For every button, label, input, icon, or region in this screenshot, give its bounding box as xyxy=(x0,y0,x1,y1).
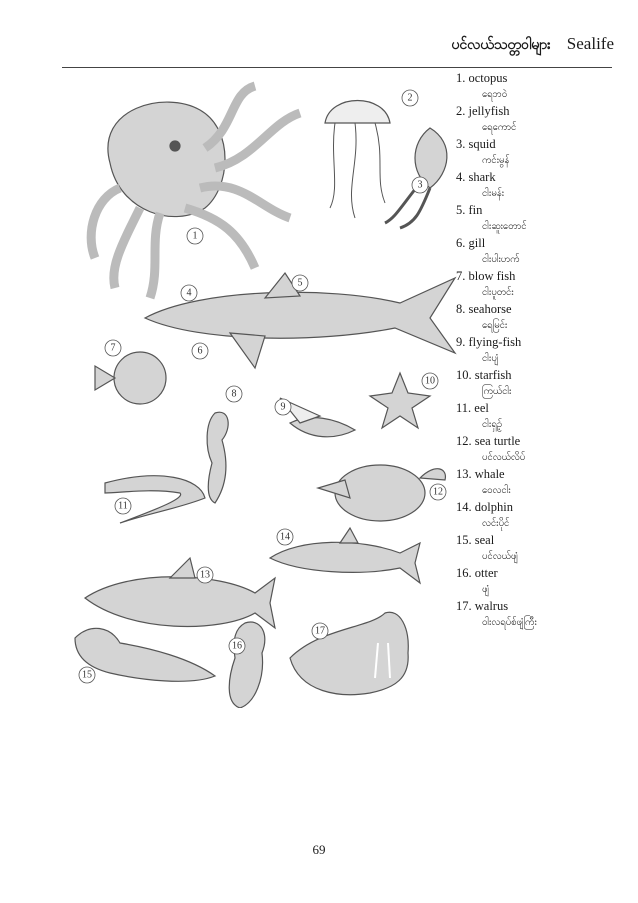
glossary-item-eel xyxy=(456,400,626,433)
glossary-item-starfish xyxy=(456,367,626,400)
header-title-english: Sealife xyxy=(566,34,614,53)
glossary-english: 11. eel xyxy=(456,401,489,415)
callout-2: 2 xyxy=(407,92,413,104)
glossary-english: 15. seal xyxy=(456,533,495,547)
glossary-item-shark xyxy=(456,169,626,202)
glossary-english: 8. seahorse xyxy=(456,302,512,316)
flying-fish-illustration xyxy=(280,398,355,437)
glossary-burmese: ကြယ်ငါး xyxy=(482,386,512,397)
seal-illustration xyxy=(75,628,215,681)
sealife-illustration xyxy=(0,68,470,708)
glossary-burmese: ငါးပူတင်း xyxy=(482,287,514,298)
glossary-burmese: ငါးပျံ xyxy=(482,353,499,364)
glossary-burmese: ကင်းမွန် xyxy=(482,155,510,166)
walrus-illustration xyxy=(290,612,408,694)
glossary-burmese: ဖျံ xyxy=(482,584,489,595)
sea-turtle-illustration xyxy=(318,465,445,521)
callout-10: 10 xyxy=(425,375,435,387)
page-header xyxy=(451,34,614,58)
callout-4: 4 xyxy=(186,287,192,299)
glossary-item-seahorse xyxy=(456,301,626,334)
glossary-english: 14. dolphin xyxy=(456,500,513,514)
callout-15: 15 xyxy=(82,669,92,681)
glossary-english: 2. jellyfish xyxy=(456,104,510,118)
glossary-english: 7. blow fish xyxy=(456,269,516,283)
glossary-burmese: ငါးဆူးတောင် xyxy=(482,221,527,232)
glossary-item-squid xyxy=(456,136,626,169)
glossary-item-flying-fish xyxy=(456,334,626,367)
glossary-item-fin xyxy=(456,202,626,235)
glossary-burmese: ပင်လယ်လိပ် xyxy=(482,452,526,463)
glossary-burmese: ရေမြင်း xyxy=(482,320,508,331)
blowfish-illustration xyxy=(95,352,166,404)
glossary-english: 6. gill xyxy=(456,236,486,250)
glossary-item-dolphin xyxy=(456,499,626,532)
callout-12: 12 xyxy=(433,486,443,498)
callout-5: 5 xyxy=(297,277,303,289)
callout-14: 14 xyxy=(280,531,290,543)
starfish-illustration xyxy=(370,373,430,428)
glossary-english: 17. walrus xyxy=(456,599,509,613)
glossary-item-whale xyxy=(456,466,626,499)
octopus-illustration xyxy=(91,86,300,298)
glossary-english: 3. squid xyxy=(456,137,496,151)
callout-13: 13 xyxy=(200,569,210,581)
glossary-item-otter xyxy=(456,565,626,598)
glossary-english: 9. flying-fish xyxy=(456,335,522,349)
callout-3: 3 xyxy=(417,179,423,191)
glossary-item-blow-fish xyxy=(456,268,626,301)
glossary-english: 4. shark xyxy=(456,170,496,184)
glossary-burmese: ရေဘဝဲ xyxy=(482,89,508,100)
glossary-burmese: ဝေလငါး xyxy=(482,485,511,496)
glossary-english: 12. sea turtle xyxy=(456,434,521,448)
glossary-burmese: ရေကောင် xyxy=(482,122,517,133)
callout-7: 7 xyxy=(110,342,116,354)
glossary-burmese: ငါးမန်း xyxy=(482,188,505,199)
glossary-english: 5. fin xyxy=(456,203,483,217)
callout-6: 6 xyxy=(197,345,203,357)
header-title-burmese: ပင်လယ်သတ္တဝါများ xyxy=(451,37,551,53)
glossary-burmese: ဝါးလရပ်စ်ဖျံကြီး xyxy=(482,617,537,628)
glossary-burmese: ပင်လယ်ဖျံ xyxy=(482,551,518,562)
glossary-english: 16. otter xyxy=(456,566,498,580)
glossary-item-seal xyxy=(456,532,626,565)
glossary-item-jellyfish xyxy=(456,103,626,136)
callout-16: 16 xyxy=(232,640,242,652)
glossary-item-octopus xyxy=(456,70,626,103)
glossary-english: 1. octopus xyxy=(456,71,508,85)
glossary-english: 13. whale xyxy=(456,467,505,481)
jellyfish-illustration xyxy=(325,101,390,219)
glossary-item-walrus xyxy=(456,598,626,631)
callout-8: 8 xyxy=(231,388,237,400)
glossary-english: 10. starfish xyxy=(456,368,512,382)
vocabulary-list xyxy=(456,70,626,631)
callout-1: 1 xyxy=(192,230,198,242)
glossary-burmese: ငါးပါးဟက် xyxy=(482,254,520,265)
callout-9: 9 xyxy=(280,401,286,413)
page-number: 69 xyxy=(312,842,326,857)
glossary-item-gill xyxy=(456,235,626,268)
callout-11: 11 xyxy=(118,500,128,512)
whale-illustration xyxy=(85,558,275,628)
glossary-burmese: လင်းပိုင် xyxy=(482,518,510,529)
glossary-item-sea-turtle xyxy=(456,433,626,466)
glossary-burmese: ငါးရှဉ့် xyxy=(482,419,503,430)
seahorse-illustration xyxy=(207,412,228,503)
otter-illustration xyxy=(229,622,265,708)
callout-17: 17 xyxy=(315,625,325,637)
